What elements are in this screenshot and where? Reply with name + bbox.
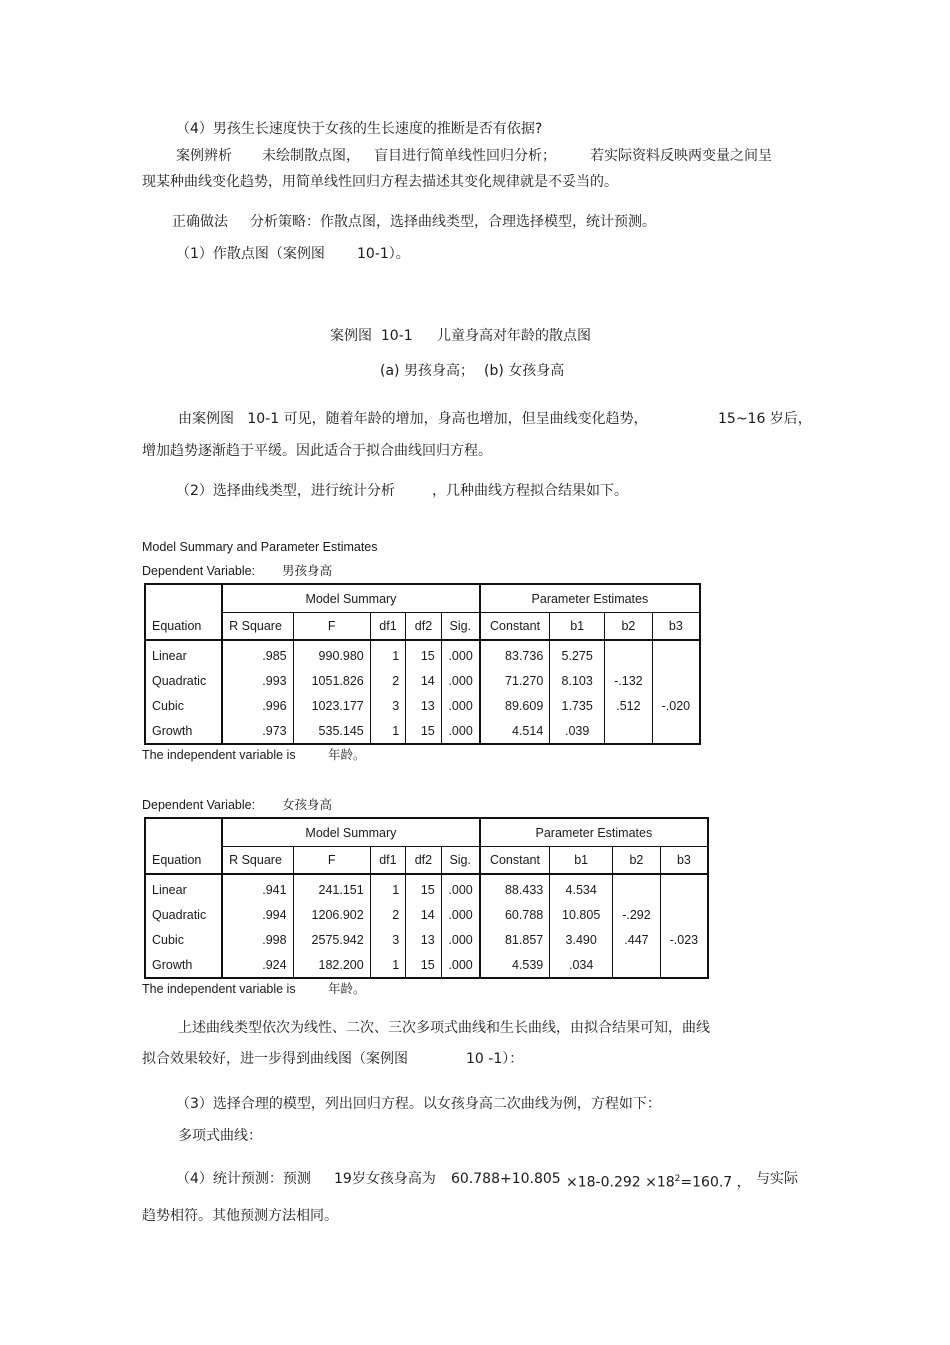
column-header: b2	[605, 613, 653, 641]
column-header: df2	[406, 847, 442, 875]
table-row	[145, 874, 708, 902]
model-table-boys	[144, 583, 701, 745]
table-cell	[613, 952, 661, 978]
table-cell: 1	[370, 640, 406, 668]
footnote-boys-var: 年龄。	[328, 747, 366, 762]
column-header: Sig.	[441, 847, 480, 875]
case-analysis-label: 案例辨析	[176, 148, 232, 164]
formula-term: ×18-0.292 ×18	[566, 1174, 675, 1191]
table-cell: .000	[441, 874, 480, 902]
table-cell: 535.145	[293, 718, 370, 744]
table-cell	[652, 668, 700, 693]
step-1-ref: 10-1）。	[357, 246, 410, 262]
footnote-girls: The independent variable is	[142, 982, 296, 996]
step-1: （1）作散点图（案例图	[176, 246, 325, 262]
dependent-variable-value-girls: 女孩身高	[282, 797, 333, 812]
dependent-variable-label-boys: Dependent Variable:	[142, 564, 256, 578]
column-header: F	[293, 613, 370, 641]
table-cell: 15	[406, 952, 442, 978]
table-cell	[605, 718, 653, 744]
table-cell: .000	[441, 718, 480, 744]
table-cell: Quadratic	[145, 668, 222, 693]
table-cell: 13	[406, 927, 442, 952]
group-parameter-estimates: Parameter Estimates	[480, 584, 700, 613]
case-analysis-line-2: 现某种曲线变化趋势，用简单线性回归方程去描述其变化规律就是不妥当的。	[142, 174, 618, 190]
column-header: b3	[652, 613, 700, 641]
step-4-formula-1: 60.788+10.805	[451, 1171, 561, 1187]
step-4-subject: 19岁女孩身高为	[334, 1171, 436, 1187]
table-cell: -.132	[605, 668, 653, 693]
observation-age: 15~16 岁后，	[718, 411, 812, 427]
dependent-variable-value-boys: 男孩身高	[282, 563, 333, 578]
figure-subcaption-a: (a) 男孩身高；	[380, 363, 474, 379]
table-row	[145, 718, 700, 744]
formula-exponent: 2	[674, 1174, 681, 1184]
table-cell: 2	[370, 902, 406, 927]
table-cell: 4.539	[480, 952, 550, 978]
table-cell: .993	[222, 668, 293, 693]
step-2-cont: ，几种曲线方程拟合结果如下。	[432, 483, 628, 499]
table-cell: .512	[605, 693, 653, 718]
column-header: Sig.	[441, 613, 480, 641]
table-cell: Linear	[145, 640, 222, 668]
table-cell	[605, 640, 653, 668]
observation-line-2: 增加趋势逐渐趋于平缓。因此适合于拟合曲线回归方程。	[142, 443, 492, 459]
table-cell: -.020	[652, 693, 700, 718]
table-cell: 83.736	[480, 640, 550, 668]
column-header: df1	[370, 847, 406, 875]
table-cell: 15	[406, 718, 442, 744]
conclusion-line-2: 拟合效果较好，进一步得到曲线图（案例图	[142, 1051, 408, 1067]
table-cell: 1206.902	[293, 902, 370, 927]
column-header: df2	[406, 613, 442, 641]
table-cell: 13	[406, 693, 442, 718]
group-parameter-estimates: Parameter Estimates	[480, 818, 708, 847]
table-cell: Cubic	[145, 693, 222, 718]
table-cell: 2575.942	[293, 927, 370, 952]
table-cell: .034	[550, 952, 613, 978]
table-cell: .973	[222, 718, 293, 744]
table-cell: Growth	[145, 718, 222, 744]
figure-subcaption-b: (b) 女孩身高	[484, 363, 565, 379]
step-4-formula-2	[566, 1170, 751, 1192]
table-cell: .994	[222, 902, 293, 927]
column-header: df1	[370, 613, 406, 641]
footnote-girls-var: 年龄。	[328, 981, 366, 996]
table-cell: 60.788	[480, 902, 550, 927]
column-header: Constant	[480, 613, 550, 641]
table-cell: 4.534	[550, 874, 613, 902]
column-header: R Square	[222, 613, 293, 641]
table-cell: -.023	[660, 927, 708, 952]
step-4-tail: 与实际	[756, 1171, 798, 1187]
header-blank	[145, 584, 222, 613]
table-row	[145, 640, 700, 668]
table-cell: 1.735	[550, 693, 605, 718]
correct-method-label: 正确做法	[172, 214, 228, 230]
table-cell: 88.433	[480, 874, 550, 902]
table-cell	[652, 718, 700, 744]
table-cell: 1051.826	[293, 668, 370, 693]
column-header: b3	[660, 847, 708, 875]
observation-text: 由案例图 10-1 可见，随着年龄的增加，身高也增加，但呈曲线变化趋势，	[178, 411, 648, 427]
table-cell: .000	[441, 693, 480, 718]
column-header: b2	[613, 847, 661, 875]
table-cell: 14	[406, 668, 442, 693]
table-cell: .996	[222, 693, 293, 718]
table-cell: 182.200	[293, 952, 370, 978]
table-cell: 1	[370, 952, 406, 978]
analysis-strategy: 分析策略：作散点图，选择曲线类型，合理选择模型，统计预测。	[250, 214, 656, 230]
table-cell: 71.270	[480, 668, 550, 693]
table-cell: 990.980	[293, 640, 370, 668]
case-analysis-text-2: 盲目进行简单线性回归分析；	[374, 148, 556, 164]
table-row	[145, 952, 708, 978]
footnote-boys: The independent variable is	[142, 748, 296, 762]
table-cell: .039	[550, 718, 605, 744]
table-row	[145, 693, 700, 718]
table-cell: .924	[222, 952, 293, 978]
table-cell: 89.609	[480, 693, 550, 718]
table-cell: Quadratic	[145, 902, 222, 927]
header-blank	[145, 818, 222, 847]
figure-caption-title: 儿童身高对年龄的散点图	[437, 328, 591, 344]
step-4: （4）统计预测：预测	[176, 1171, 311, 1187]
table-cell: Growth	[145, 952, 222, 978]
dependent-variable-label-girls: Dependent Variable:	[142, 798, 256, 812]
table-cell: .998	[222, 927, 293, 952]
step-2: （2）选择曲线类型，进行统计分析	[176, 483, 395, 499]
table-row	[145, 668, 700, 693]
table-cell: 3.490	[550, 927, 613, 952]
table-cell: 4.514	[480, 718, 550, 744]
table-cell: 8.103	[550, 668, 605, 693]
column-header: Equation	[145, 613, 222, 641]
table-cell: 5.275	[550, 640, 605, 668]
step-3: （3）选择合理的模型，列出回归方程。以女孩身高二次曲线为例，方程如下：	[176, 1096, 661, 1112]
table-cell: Linear	[145, 874, 222, 902]
conclusion-line-1: 上述曲线类型依次为线性、二次、三次多项式曲线和生长曲线，由拟合结果可知，曲线	[178, 1020, 710, 1036]
group-model-summary: Model Summary	[222, 818, 480, 847]
table-cell: Cubic	[145, 927, 222, 952]
table-cell: 2	[370, 668, 406, 693]
table-cell: 1023.177	[293, 693, 370, 718]
conclusion-ref: 10 -1）：	[466, 1051, 524, 1067]
table-cell: 81.857	[480, 927, 550, 952]
formula-result: =160.7 ，	[680, 1174, 751, 1191]
table-cell: 14	[406, 902, 442, 927]
table-cell	[660, 952, 708, 978]
model-summary-title: Model Summary and Parameter Estimates	[142, 540, 378, 554]
table-cell: .000	[441, 927, 480, 952]
table-cell: .941	[222, 874, 293, 902]
case-analysis-text-1: 未绘制散点图，	[262, 148, 360, 164]
table-cell: .447	[613, 927, 661, 952]
figure-caption-number: 案例图 10-1	[330, 328, 413, 344]
table-cell: .000	[441, 952, 480, 978]
table-row	[145, 927, 708, 952]
table-cell	[613, 874, 661, 902]
table-cell: .985	[222, 640, 293, 668]
table-cell: 10.805	[550, 902, 613, 927]
column-header: Constant	[480, 847, 550, 875]
table-cell	[660, 874, 708, 902]
case-analysis-text-3: 若实际资料反映两变量之间呈	[590, 148, 772, 164]
table-cell: 15	[406, 640, 442, 668]
group-model-summary: Model Summary	[222, 584, 480, 613]
table-cell: 1	[370, 718, 406, 744]
table-cell: 3	[370, 693, 406, 718]
polynomial-label: 多项式曲线：	[178, 1128, 262, 1144]
column-header: R Square	[222, 847, 293, 875]
table-cell: .000	[441, 902, 480, 927]
table-cell: 15	[406, 874, 442, 902]
table-cell: 241.151	[293, 874, 370, 902]
question-4: （4）男孩生长速度快于女孩的生长速度的推断是否有依据?	[176, 121, 543, 137]
table-cell: 3	[370, 927, 406, 952]
table-cell: 1	[370, 874, 406, 902]
step-4-line-2: 趋势相符。其他预测方法相同。	[142, 1208, 338, 1224]
column-header: F	[293, 847, 370, 875]
column-header: Equation	[145, 847, 222, 875]
table-cell: .000	[441, 668, 480, 693]
table-cell	[652, 640, 700, 668]
column-header: b1	[550, 847, 613, 875]
table-cell: .000	[441, 640, 480, 668]
table-cell	[660, 902, 708, 927]
column-header: b1	[550, 613, 605, 641]
model-table-girls	[144, 817, 709, 979]
table-cell: -.292	[613, 902, 661, 927]
table-row	[145, 902, 708, 927]
